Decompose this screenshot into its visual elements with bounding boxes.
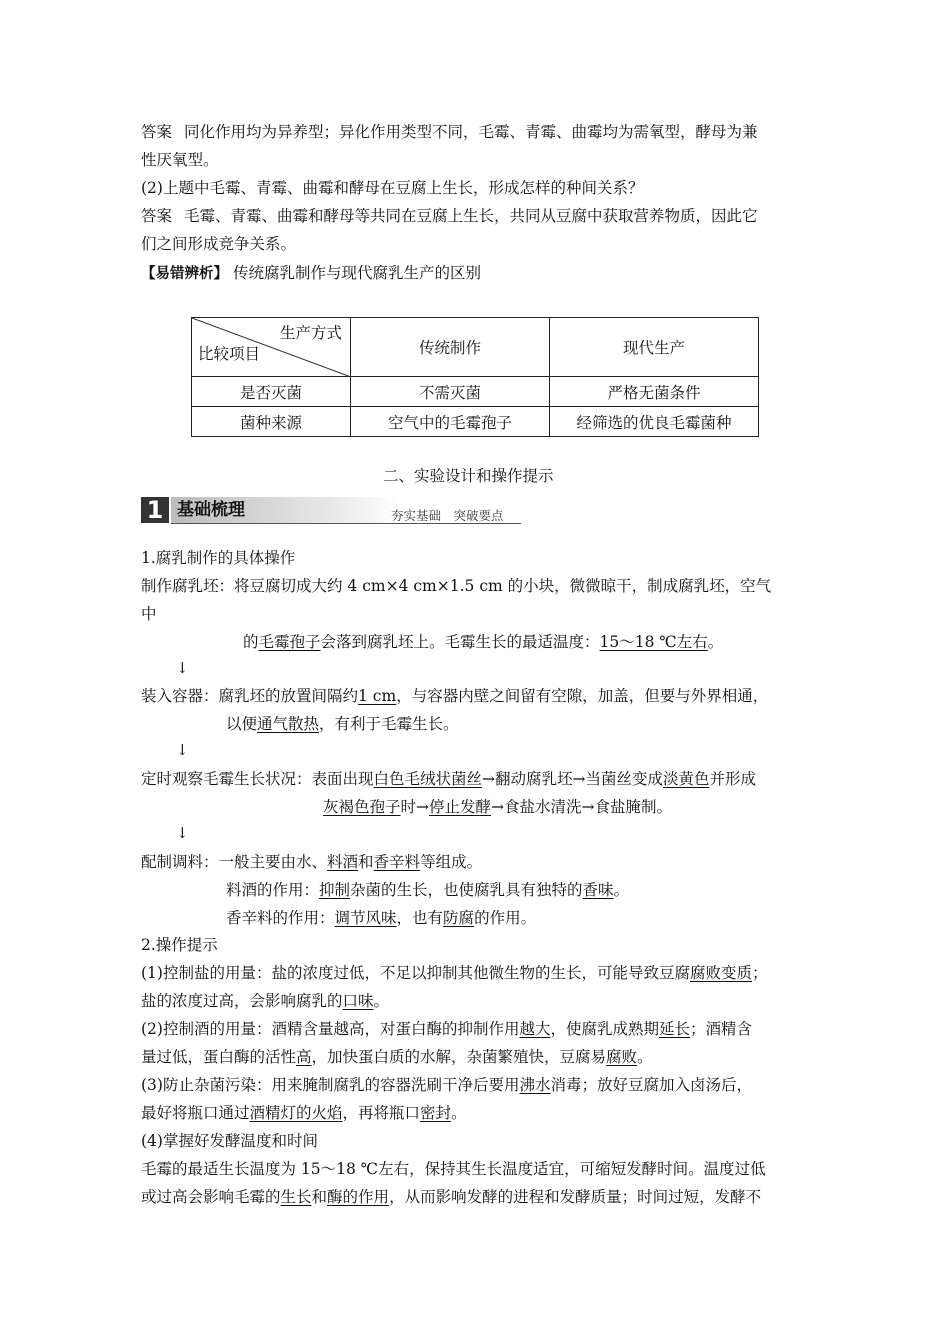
flow-arrow-down: ↓	[176, 741, 189, 759]
table-header-col2: 现代生产	[550, 318, 759, 377]
blank-answer: 酶的作用	[327, 1188, 390, 1206]
blank-answer: 口味	[342, 992, 374, 1010]
tip3-line-a: (3)防止杂菌污染：用来腌制腐乳的容器洗刷干净后要用沸水消毒；放好豆腐加入卤汤后，	[141, 1076, 752, 1094]
analysis-heading	[141, 263, 481, 284]
tip1-line-b: 盐的浓度过高，会影响腐乳的口味。	[141, 992, 390, 1010]
table-header-row	[192, 318, 759, 377]
flow-arrow-down: ↓	[176, 659, 189, 677]
blank-answer: 香辛料	[373, 853, 421, 871]
blank-answer: 生长	[280, 1188, 312, 1206]
answer-2-line-2: 们之间形成竞争关系。	[141, 235, 297, 253]
tip4-line-b: 或过高会影响毛霉的生长和酶的作用，从而影响发酵的进程和发酵质量；时间过短，发酵不	[141, 1188, 762, 1206]
answer-1-line-1: 答案 同化作用均为异养型；异化作用类型不同，毛霉、青霉、曲霉均为需氧型，酵母为兼	[141, 123, 758, 141]
tip3-line-b: 最好将瓶口通过酒精灯的火焰，再将瓶口密封。	[141, 1104, 467, 1122]
table-cell: 是否灭菌	[192, 377, 351, 407]
blank-answer: 毛霉孢子	[258, 633, 321, 651]
blank-answer: 香味	[582, 881, 614, 899]
question-2: (2)上题中毛霉、青霉、曲霉和酵母在豆腐上生长，形成怎样的种间关系？	[141, 179, 644, 197]
step4-line-b: 料酒的作用：抑制杂菌的生长，也使腐乳具有独特的香味。	[226, 881, 630, 899]
step2-line-a: 装入容器：腐乳坯的放置间隔约1 cm，与容器内壁之间留有空隙，加盖，但要与外界相通，	[141, 687, 769, 705]
table-header-col1: 传统制作	[351, 318, 550, 377]
blank-answer: 料酒	[327, 853, 359, 871]
answer-label: 答案	[141, 207, 173, 225]
blank-answer: 沸水	[519, 1076, 551, 1094]
steps-heading: 1.腐乳制作的具体操作	[141, 549, 296, 567]
blank-answer: 抑制	[319, 881, 351, 899]
tip2-line-b: 量过低，蛋白酶的活性高，加快蛋白质的水解，杂菌繁殖快，豆腐易腐败。	[141, 1048, 653, 1066]
blank-answer: 通气散热	[257, 715, 320, 733]
tip4-line-a: 毛霉的最适生长温度为 15～18 ℃左右，保持其生长温度适宜，可缩短发酵时间。温度过低	[141, 1160, 766, 1178]
blank-answer: 密封	[420, 1104, 452, 1122]
corner-top: 生产方式	[279, 324, 342, 342]
blank-answer: 灰褐色孢子	[323, 798, 401, 816]
tip2-line-a: (2)控制酒的用量：酒精含量越高，对蛋白酶的抑制作用越大，使腐乳成熟期延长；酒精含	[141, 1020, 753, 1038]
step4-line-c: 香辛料的作用：调节风味，也有防腐的作用。	[226, 909, 537, 927]
answer-1-line-2: 性厌氧型。	[141, 151, 219, 169]
banner-rule	[171, 523, 521, 524]
blank-answer: 1 cm	[358, 687, 397, 705]
blank-answer: 白色毛绒状菌丝	[373, 770, 483, 788]
step1-line-b: 中	[141, 605, 157, 623]
table-corner-cell	[192, 318, 351, 377]
blank-answer: 停止发酵	[429, 798, 492, 816]
banner-title: 基础梳理	[171, 497, 401, 523]
table-cell: 经筛选的优良毛霉菌种	[550, 407, 759, 437]
blank-answer: 酒精灯的火焰	[249, 1104, 343, 1122]
answer-2-line-1: 答案 毛霉、青霉、曲霉和酵母等共同在豆腐上生长，共同从豆腐中获取营养物质，因此它	[141, 207, 758, 225]
comparison-table	[191, 317, 759, 437]
table-cell: 菌种来源	[192, 407, 351, 437]
analysis-tag: 【易错辨析】	[141, 266, 228, 282]
blank-answer: 腐败	[606, 1048, 638, 1066]
table-row	[192, 407, 759, 437]
tip1-line-a: (1)控制盐的用量：盐的浓度过低，不足以抑制其他微生物的生长，可能导致豆腐腐败变质；	[141, 964, 768, 982]
table-cell: 不需灭菌	[351, 377, 550, 407]
tip4-heading: (4)掌握好发酵温度和时间	[141, 1132, 318, 1150]
blank-answer: 淡黄色	[663, 770, 710, 788]
tips-heading: 2.操作提示	[141, 936, 218, 954]
answer-label: 答案	[141, 123, 173, 141]
banner-subtitle: 夯实基础 突破要点	[391, 508, 504, 523]
blank-answer: 腐败变质	[689, 964, 752, 982]
step2-line-b: 以便通气散热，有利于毛霉生长。	[226, 715, 459, 733]
table-cell: 严格无菌条件	[550, 377, 759, 407]
flow-arrow-down: ↓	[176, 824, 189, 842]
step3-line-a: 定时观察毛霉生长状况：表面出现白色毛绒状菌丝→翻动腐乳坯→当菌丝变成淡黄色并形成	[141, 770, 757, 788]
step4-line-a: 配制调料：一般主要由水、料酒和香辛料等组成。	[141, 853, 483, 871]
step1-line-a: 制作腐乳坯：将豆腐切成大约 4 cm×4 cm×1.5 cm 的小块，微微晾干，制成腐乳坯，空气	[141, 577, 772, 595]
table-row	[192, 377, 759, 407]
analysis-text: 传统腐乳制作与现代腐乳生产的区别	[232, 264, 481, 282]
corner-bottom: 比较项目	[198, 345, 261, 363]
blank-answer: 防腐	[443, 909, 475, 927]
banner-number: 1	[141, 497, 169, 523]
blank-answer: 15～18 ℃左右	[599, 633, 708, 651]
section-title: 二、实验设计和操作提示	[383, 467, 554, 485]
section-banner	[141, 497, 521, 525]
blank-answer: 高	[296, 1048, 312, 1066]
blank-answer: 越大	[519, 1020, 551, 1038]
step3-line-b: 灰褐色孢子时→停止发酵→食盐水清洗→食盐腌制。	[323, 798, 673, 816]
step1-line-c: 的毛霉孢子会落到腐乳坯上。毛霉生长的最适温度：15～18 ℃左右。	[243, 633, 724, 651]
blank-answer: 调节风味	[334, 909, 397, 927]
blank-answer: 延长	[659, 1020, 691, 1038]
table-cell: 空气中的毛霉孢子	[351, 407, 550, 437]
